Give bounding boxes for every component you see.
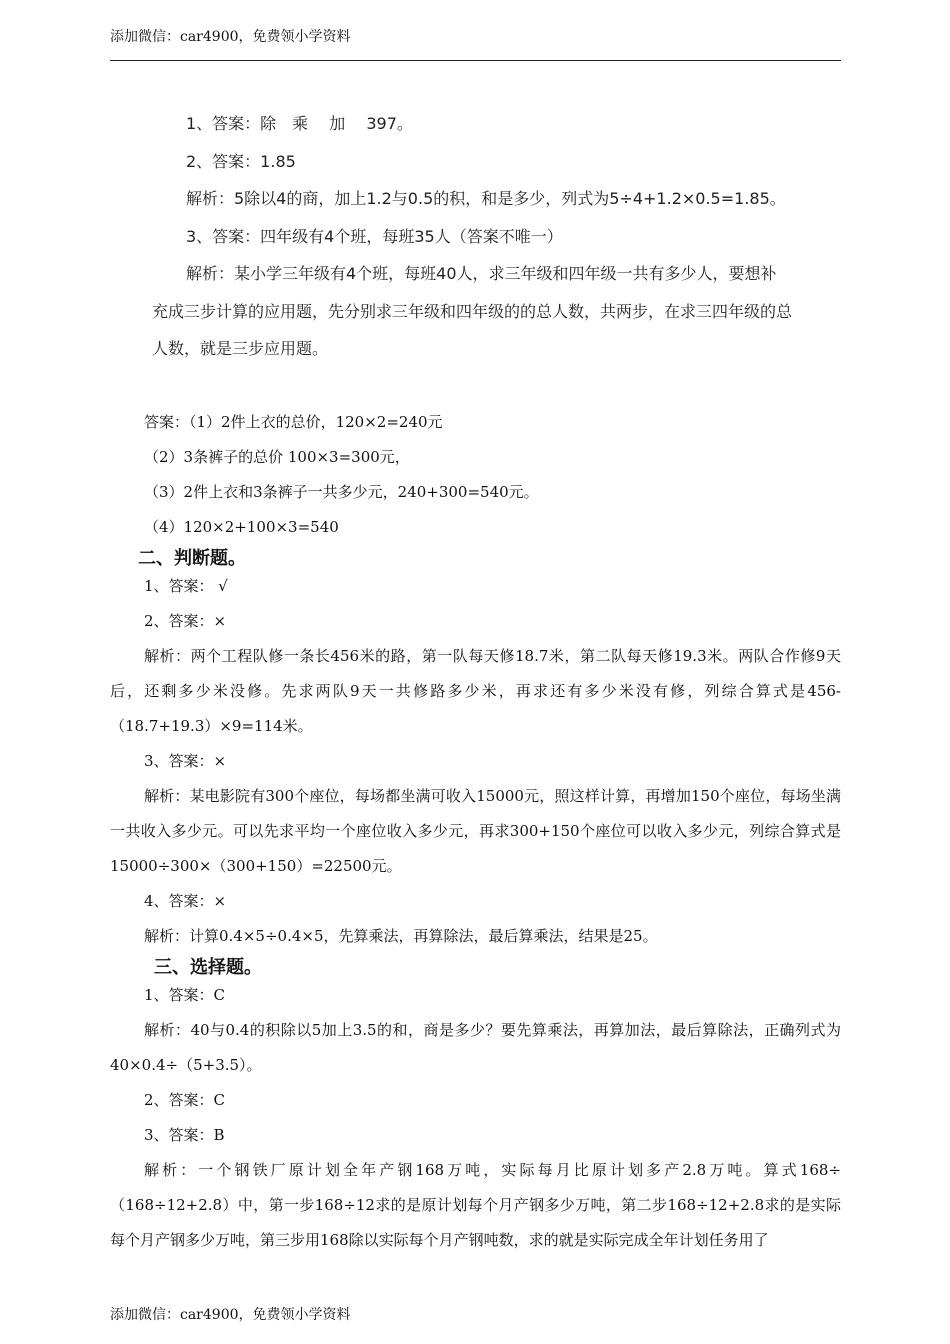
section-title-choice: 三、选择题。 <box>154 957 262 978</box>
explanation-paragraph: 解析：某电影院有300个座位，每场都坐满可收入15000元，照这样计算，再增加150个座位，每场坐满一共收入多少元。可以先求平均一个座位收入多少元，再求300+150个座位可以收入多少元，列综合算式是15000÷300×（300+150）=22500元。 <box>110 787 841 875</box>
explanation-line: 解析：某小学三年级有4个班，每班40人，求三年级和四年级一共有多少人，要想补 <box>186 264 777 283</box>
explanation-line: 解析：5除以4的商，加上1.2与0.5的积，和是多少，列式为5÷4+1.2×0.5=1.85。 <box>186 189 786 208</box>
answer-line: （3）2件上衣和3条裤子一共多少元，240+300=540元。 <box>144 483 539 501</box>
answer-line: 答案：（1）2件上衣的总价，120×2=240元 <box>144 413 443 431</box>
answer-line: 2、答案：C <box>144 1091 226 1109</box>
answer-line: 2、答案：× <box>144 612 227 630</box>
answer-line: 1、答案：除 乘 加 397。 <box>186 114 413 133</box>
explanation-line: 充成三步计算的应用题，先分别求三年级和四年级的的总人数，共两步，在求三四年级的总 <box>152 301 793 321</box>
answer-line: 3、答案：× <box>144 752 227 770</box>
explanation-paragraph: 解析：两个工程队修一条长456米的路，第一队每天修18.7米，第二队每天修19.3米。两队合作修9天后，还剩多少米没修。先求两队9天一共修路多少米，再求还有多少米没有修，列综合算式是456-（18.7+19.3）×9=114米。 <box>110 647 841 735</box>
answer-line: 3、答案：B <box>144 1126 225 1144</box>
page-footer: 添加微信：car4900，免费领小学资料 <box>110 1307 351 1323</box>
answer-line: （2）3条裤子的总价 100×3=300元， <box>144 448 410 466</box>
answer-line: 4、答案：× <box>144 892 227 910</box>
explanation-line: 人数，就是三步应用题。 <box>152 339 329 358</box>
page-header: 添加微信：car4900，免费领小学资料 <box>110 29 351 45</box>
answer-block-1 <box>152 112 842 375</box>
explanation-paragraph: 解析：一个钢铁厂原计划全年产钢168万吨，实际每月比原计划多产2.8万吨。算式168÷（168÷12+2.8）中，第一步168÷12求的是原计划每个月产钢多少万吨，第二步168÷12+2.8求的是实际每个月产钢多少万吨，第三步用168除以实际每个月产钢吨数，求的就是实际完成全年计划任务用了 <box>110 1161 841 1249</box>
explanation-paragraph: 解析：40与0.4的积除以5加上3.5的和，商是多少？要先算乘法，再算加法，最后算除法，正确列式为40×0.4÷（5+3.5）。 <box>110 1021 841 1074</box>
answer-line: 1、答案： √ <box>144 577 228 595</box>
answer-line: 3、答案：四年级有4个班，每班35人（答案不唯一） <box>186 226 563 246</box>
header-rule <box>110 60 841 61</box>
answer-line: （4）120×2+100×3=540 <box>144 518 339 536</box>
main-content <box>110 405 841 1258</box>
answer-line: 1、答案：C <box>144 986 226 1004</box>
section-title-judgment: 二、判断题。 <box>138 548 246 569</box>
answer-line: 2、答案：1.85 <box>186 151 296 171</box>
explanation-paragraph: 解析：计算0.4×5÷0.4×5，先算乘法，再算除法，最后算乘法，结果是25。 <box>144 927 658 945</box>
